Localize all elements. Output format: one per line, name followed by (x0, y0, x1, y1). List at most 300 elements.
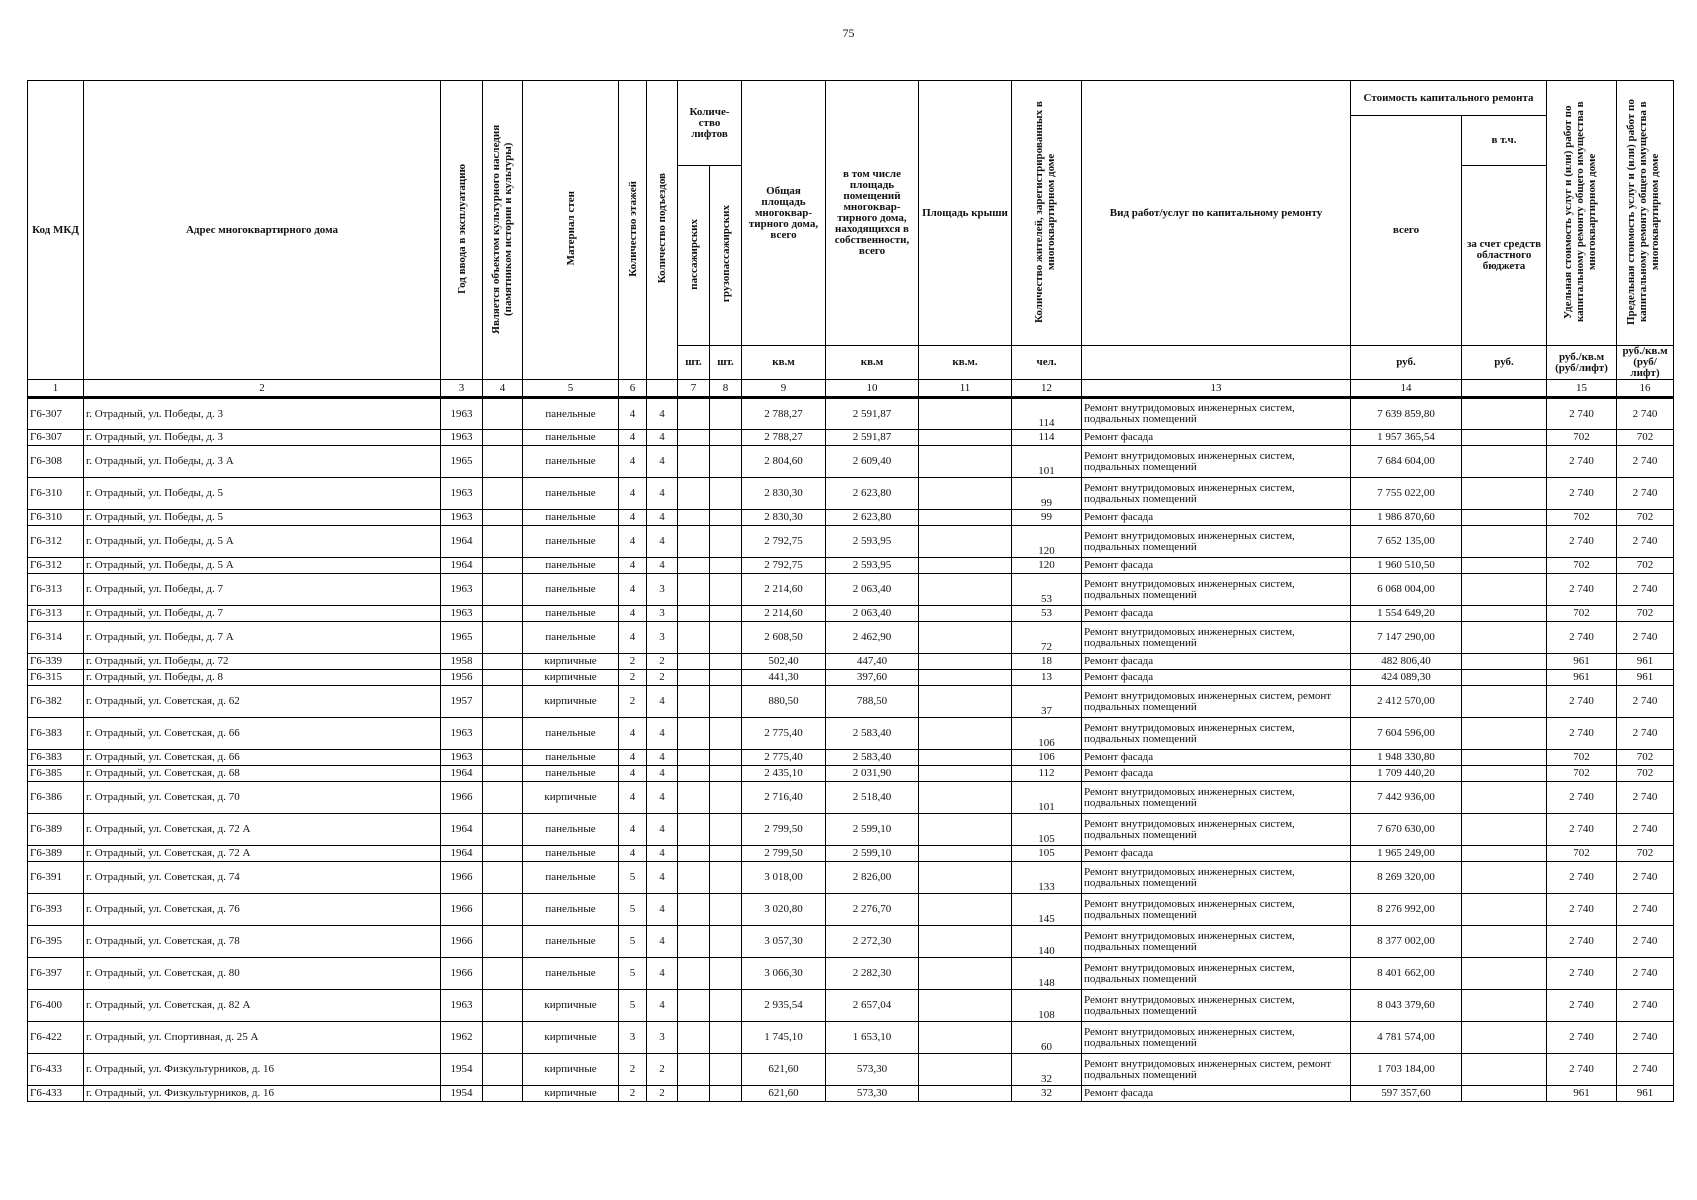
cell-cost-total: 424 089,30 (1351, 670, 1462, 686)
table-row (28, 990, 1674, 1022)
cell-code: Г6-339 (28, 654, 84, 670)
cell-roof (919, 1054, 1012, 1086)
cell-heritage (483, 1086, 523, 1102)
cell-lifts-pass (678, 766, 710, 782)
cell-lifts-cargo (710, 686, 742, 718)
cell-code: Г6-312 (28, 526, 84, 558)
cell-unit-cost: 2 740 (1547, 398, 1617, 430)
cell-residents: 60 (1012, 1022, 1082, 1054)
cell-heritage (483, 782, 523, 814)
cell-residents: 112 (1012, 766, 1082, 782)
cell-work: Ремонт внутридомовых инженерных систем, подвальных помещений (1082, 1022, 1351, 1054)
cell-cost-total: 7 652 135,00 (1351, 526, 1462, 558)
table-row (28, 558, 1674, 574)
cell-cost-total: 7 442 936,00 (1351, 782, 1462, 814)
cell-work: Ремонт внутридомовых инженерных систем, подвальных помещений (1082, 718, 1351, 750)
cell-residents: 32 (1012, 1086, 1082, 1102)
cell-area-owned: 2 609,40 (826, 446, 919, 478)
cell-lifts-cargo (710, 398, 742, 430)
cell-max-cost: 702 (1617, 766, 1674, 782)
cell-area-owned: 2 657,04 (826, 990, 919, 1022)
column-number: 5 (523, 380, 619, 398)
cell-unit-cost: 2 740 (1547, 686, 1617, 718)
cell-work: Ремонт внутридомовых инженерных систем, подвальных помещений (1082, 622, 1351, 654)
cell-max-cost: 702 (1617, 846, 1674, 862)
cell-lifts-pass (678, 750, 710, 766)
cell-work: Ремонт внутридомовых инженерных систем, подвальных помещений (1082, 990, 1351, 1022)
cell-area-total: 2 788,27 (742, 398, 826, 430)
cell-wall: панельные (523, 574, 619, 606)
cell-entrances: 4 (647, 718, 678, 750)
cell-entrances: 4 (647, 510, 678, 526)
cell-code: Г6-400 (28, 990, 84, 1022)
cell-work: Ремонт внутридомовых инженерных систем, подвальных помещений (1082, 926, 1351, 958)
cell-address: г. Отрадный, ул. Победы, д. 5 (84, 510, 441, 526)
cell-area-total: 2 799,50 (742, 814, 826, 846)
table-row (28, 446, 1674, 478)
cell-address: г. Отрадный, ул. Победы, д. 8 (84, 670, 441, 686)
table-row (28, 670, 1674, 686)
cell-heritage (483, 990, 523, 1022)
cell-floors: 4 (619, 398, 647, 430)
cell-cost-total: 6 068 004,00 (1351, 574, 1462, 606)
cell-work: Ремонт фасада (1082, 1086, 1351, 1102)
cell-cost-regional (1462, 846, 1547, 862)
cell-lifts-pass (678, 526, 710, 558)
cell-code: Г6-307 (28, 398, 84, 430)
cell-code: Г6-313 (28, 606, 84, 622)
cell-cost-regional (1462, 686, 1547, 718)
cell-max-cost: 2 740 (1617, 814, 1674, 846)
cell-lifts-pass (678, 686, 710, 718)
header-area-total: Общая площадь многоквар-тирного дома, всего (742, 81, 826, 346)
cell-lifts-cargo (710, 574, 742, 606)
cell-floors: 4 (619, 558, 647, 574)
cell-residents: 106 (1012, 718, 1082, 750)
cell-cost-regional (1462, 606, 1547, 622)
cell-area-owned: 2 593,95 (826, 526, 919, 558)
cell-heritage (483, 814, 523, 846)
cell-max-cost: 2 740 (1617, 622, 1674, 654)
unit-lifts-cargo: шт. (710, 346, 742, 380)
cell-area-total: 2 775,40 (742, 750, 826, 766)
cell-code: Г6-307 (28, 430, 84, 446)
cell-cost-regional (1462, 654, 1547, 670)
cell-roof (919, 894, 1012, 926)
cell-year: 1965 (441, 622, 483, 654)
cell-max-cost: 2 740 (1617, 958, 1674, 990)
cell-cost-regional (1462, 766, 1547, 782)
cell-area-total: 2 799,50 (742, 846, 826, 862)
table-row (28, 574, 1674, 606)
cell-floors: 4 (619, 718, 647, 750)
cell-roof (919, 846, 1012, 862)
cell-roof (919, 430, 1012, 446)
cell-lifts-pass (678, 510, 710, 526)
cell-cost-total: 8 401 662,00 (1351, 958, 1462, 990)
column-number: 7 (678, 380, 710, 398)
cell-floors: 4 (619, 606, 647, 622)
cell-wall: панельные (523, 446, 619, 478)
cell-unit-cost: 2 740 (1547, 478, 1617, 510)
cell-cost-regional (1462, 1054, 1547, 1086)
cell-area-owned: 2 826,00 (826, 862, 919, 894)
cell-lifts-cargo (710, 958, 742, 990)
cell-cost-total: 8 043 379,60 (1351, 990, 1462, 1022)
cell-max-cost: 2 740 (1617, 1054, 1674, 1086)
table-row (28, 862, 1674, 894)
page-number: 75 (842, 26, 855, 40)
cell-entrances: 4 (647, 766, 678, 782)
column-number: 14 (1351, 380, 1462, 398)
cell-wall: панельные (523, 526, 619, 558)
table-row (28, 606, 1674, 622)
cell-unit-cost: 2 740 (1547, 814, 1617, 846)
column-number: 8 (710, 380, 742, 398)
cell-address: г. Отрадный, ул. Победы, д. 7 (84, 606, 441, 622)
cell-address: г. Отрадный, ул. Победы, д. 5 А (84, 558, 441, 574)
cell-lifts-cargo (710, 782, 742, 814)
cell-year: 1963 (441, 718, 483, 750)
cell-area-owned: 2 591,87 (826, 430, 919, 446)
cell-wall: панельные (523, 846, 619, 862)
cell-unit-cost: 2 740 (1547, 862, 1617, 894)
cell-year: 1964 (441, 814, 483, 846)
cell-area-total: 2 775,40 (742, 718, 826, 750)
cell-wall: кирпичные (523, 686, 619, 718)
cell-residents: 105 (1012, 846, 1082, 862)
cell-residents: 53 (1012, 574, 1082, 606)
cell-unit-cost: 702 (1547, 750, 1617, 766)
cell-max-cost: 2 740 (1617, 398, 1674, 430)
cell-address: г. Отрадный, ул. Советская, д. 82 А (84, 990, 441, 1022)
cell-code: Г6-386 (28, 782, 84, 814)
cell-lifts-cargo (710, 430, 742, 446)
unit-cost-regional: руб. (1462, 346, 1547, 380)
cell-area-owned: 2 063,40 (826, 606, 919, 622)
cell-floors: 5 (619, 862, 647, 894)
cell-work: Ремонт внутридомовых инженерных систем, подвальных помещений (1082, 398, 1351, 430)
cell-wall: панельные (523, 814, 619, 846)
cell-area-owned: 2 599,10 (826, 814, 919, 846)
cell-roof (919, 622, 1012, 654)
cell-entrances: 4 (647, 814, 678, 846)
cell-max-cost: 2 740 (1617, 446, 1674, 478)
cell-area-total: 2 830,30 (742, 478, 826, 510)
cell-work: Ремонт фасада (1082, 750, 1351, 766)
cell-code: Г6-385 (28, 766, 84, 782)
cell-cost-total: 8 269 320,00 (1351, 862, 1462, 894)
cell-cost-total: 7 755 022,00 (1351, 478, 1462, 510)
cell-year: 1963 (441, 750, 483, 766)
cell-entrances: 4 (647, 558, 678, 574)
cell-cost-total: 1 703 184,00 (1351, 1054, 1462, 1086)
cell-heritage (483, 718, 523, 750)
cell-lifts-pass (678, 670, 710, 686)
cell-area-owned: 2 623,80 (826, 510, 919, 526)
cell-address: г. Отрадный, ул. Советская, д. 78 (84, 926, 441, 958)
cell-entrances: 4 (647, 478, 678, 510)
cell-unit-cost: 2 740 (1547, 622, 1617, 654)
cell-wall: кирпичные (523, 1022, 619, 1054)
cell-work: Ремонт внутридомовых инженерных систем, подвальных помещений (1082, 814, 1351, 846)
cell-max-cost: 702 (1617, 430, 1674, 446)
cell-code: Г6-313 (28, 574, 84, 606)
cell-area-total: 3 020,80 (742, 894, 826, 926)
column-number: 10 (826, 380, 919, 398)
cell-max-cost: 2 740 (1617, 718, 1674, 750)
cell-year: 1962 (441, 1022, 483, 1054)
cell-cost-total: 8 377 002,00 (1351, 926, 1462, 958)
cell-wall: панельные (523, 430, 619, 446)
cell-lifts-cargo (710, 558, 742, 574)
unit-cost-total: руб. (1351, 346, 1462, 380)
table-row (28, 782, 1674, 814)
cell-work: Ремонт внутридомовых инженерных систем, подвальных помещений (1082, 478, 1351, 510)
header-cost-incl: в т.ч. (1462, 116, 1547, 166)
cell-roof (919, 558, 1012, 574)
column-number: 12 (1012, 380, 1082, 398)
cell-address: г. Отрадный, ул. Физкультурников, д. 16 (84, 1054, 441, 1086)
column-number: 1 (28, 380, 84, 398)
cell-floors: 4 (619, 510, 647, 526)
cell-wall: панельные (523, 398, 619, 430)
cell-year: 1965 (441, 446, 483, 478)
header-entrances: Количество подъездов (656, 173, 668, 284)
cell-area-owned: 573,30 (826, 1054, 919, 1086)
cell-code: Г6-382 (28, 686, 84, 718)
cell-year: 1964 (441, 766, 483, 782)
cell-wall: панельные (523, 622, 619, 654)
cell-cost-total: 4 781 574,00 (1351, 1022, 1462, 1054)
cell-area-total: 3 018,00 (742, 862, 826, 894)
cell-heritage (483, 574, 523, 606)
cell-floors: 4 (619, 782, 647, 814)
cell-unit-cost: 2 740 (1547, 574, 1617, 606)
cell-entrances: 3 (647, 622, 678, 654)
cell-year: 1966 (441, 926, 483, 958)
cell-work: Ремонт внутридомовых инженерных систем, подвальных помещений (1082, 782, 1351, 814)
cell-cost-regional (1462, 862, 1547, 894)
column-number: 6 (619, 380, 647, 398)
cell-code: Г6-308 (28, 446, 84, 478)
cell-address: г. Отрадный, ул. Победы, д. 5 (84, 478, 441, 510)
cell-lifts-pass (678, 478, 710, 510)
table-row (28, 398, 1674, 430)
unit-lifts-pass: шт. (678, 346, 710, 380)
cell-area-owned: 2 518,40 (826, 782, 919, 814)
cell-work: Ремонт фасада (1082, 606, 1351, 622)
cell-heritage (483, 478, 523, 510)
cell-cost-total: 7 684 604,00 (1351, 446, 1462, 478)
cell-unit-cost: 702 (1547, 558, 1617, 574)
cell-area-owned: 2 583,40 (826, 718, 919, 750)
cell-floors: 2 (619, 686, 647, 718)
cell-lifts-pass (678, 926, 710, 958)
table-row (28, 718, 1674, 750)
column-number: 3 (441, 380, 483, 398)
cell-area-total: 2 214,60 (742, 606, 826, 622)
cell-year: 1964 (441, 526, 483, 558)
cell-code: Г6-312 (28, 558, 84, 574)
cell-lifts-cargo (710, 894, 742, 926)
cell-lifts-pass (678, 654, 710, 670)
cell-year: 1963 (441, 510, 483, 526)
cell-address: г. Отрадный, ул. Спортивная, д. 25 А (84, 1022, 441, 1054)
cell-lifts-cargo (710, 606, 742, 622)
cell-entrances: 4 (647, 846, 678, 862)
cell-entrances: 4 (647, 958, 678, 990)
cell-residents: 53 (1012, 606, 1082, 622)
cell-year: 1966 (441, 862, 483, 894)
cell-year: 1963 (441, 478, 483, 510)
cell-unit-cost: 961 (1547, 1086, 1617, 1102)
cell-unit-cost: 2 740 (1547, 446, 1617, 478)
cell-year: 1954 (441, 1054, 483, 1086)
column-number: 9 (742, 380, 826, 398)
header-unit-cost: Удельная стоимость услуг и (или) работ по капитальному ремонту общего имущества в многоквартирном доме (1561, 101, 1598, 322)
cell-area-owned: 2 591,87 (826, 398, 919, 430)
column-number (1462, 380, 1547, 398)
cell-lifts-cargo (710, 926, 742, 958)
header-cost-total: всего (1351, 116, 1462, 346)
cell-cost-total: 1 554 649,20 (1351, 606, 1462, 622)
cell-area-owned: 397,60 (826, 670, 919, 686)
cell-roof (919, 814, 1012, 846)
cell-cost-total: 1 960 510,50 (1351, 558, 1462, 574)
cell-roof (919, 606, 1012, 622)
cell-entrances: 4 (647, 990, 678, 1022)
cell-area-owned: 788,50 (826, 686, 919, 718)
cell-area-total: 880,50 (742, 686, 826, 718)
header-address: Адрес многоквартирного дома (84, 81, 441, 380)
cell-max-cost: 2 740 (1617, 686, 1674, 718)
cell-heritage (483, 766, 523, 782)
cell-area-owned: 2 031,90 (826, 766, 919, 782)
cell-lifts-pass (678, 718, 710, 750)
cell-residents: 106 (1012, 750, 1082, 766)
table-row (28, 510, 1674, 526)
cell-lifts-cargo (710, 670, 742, 686)
header-floors: Количество этажей (626, 180, 639, 277)
cell-roof (919, 1022, 1012, 1054)
cell-roof (919, 1086, 1012, 1102)
cell-roof (919, 654, 1012, 670)
cell-code: Г6-397 (28, 958, 84, 990)
cell-wall: панельные (523, 958, 619, 990)
header-area-owned: в том числе площадь помещений многоквар-тирного дома, находящихся в собственности, всего (826, 81, 919, 346)
cell-lifts-cargo (710, 766, 742, 782)
table-row (28, 814, 1674, 846)
cell-max-cost: 702 (1617, 606, 1674, 622)
cell-max-cost: 2 740 (1617, 926, 1674, 958)
cell-entrances: 4 (647, 398, 678, 430)
cell-lifts-cargo (710, 846, 742, 862)
cell-roof (919, 670, 1012, 686)
cell-max-cost: 2 740 (1617, 782, 1674, 814)
cell-roof (919, 398, 1012, 430)
header-cost: Стоимость капитального ремонта (1351, 81, 1547, 116)
cell-unit-cost: 961 (1547, 654, 1617, 670)
cell-lifts-cargo (710, 446, 742, 478)
table-row (28, 654, 1674, 670)
cell-work: Ремонт фасада (1082, 846, 1351, 862)
repair-register-table (27, 80, 1674, 1102)
cell-lifts-cargo (710, 478, 742, 510)
cell-roof (919, 926, 1012, 958)
cell-cost-regional (1462, 926, 1547, 958)
cell-code: Г6-310 (28, 478, 84, 510)
header-year: Год ввода в эксплуатацию (455, 163, 468, 294)
unit-roof: кв.м. (919, 346, 1012, 380)
cell-heritage (483, 686, 523, 718)
header-cost-regional: за счет средств областного бюджета (1462, 166, 1547, 346)
cell-lifts-pass (678, 446, 710, 478)
cell-wall: панельные (523, 926, 619, 958)
cell-cost-total: 2 412 570,00 (1351, 686, 1462, 718)
cell-area-total: 1 745,10 (742, 1022, 826, 1054)
cell-max-cost: 702 (1617, 510, 1674, 526)
unit-max-cost: руб./кв.м (руб/лифт) (1617, 346, 1674, 380)
table-row (28, 1054, 1674, 1086)
cell-lifts-cargo (710, 654, 742, 670)
cell-residents: 120 (1012, 558, 1082, 574)
cell-wall: кирпичные (523, 1054, 619, 1086)
cell-cost-total: 7 604 596,00 (1351, 718, 1462, 750)
cell-cost-regional (1462, 1086, 1547, 1102)
cell-max-cost: 2 740 (1617, 862, 1674, 894)
cell-area-owned: 2 276,70 (826, 894, 919, 926)
cell-lifts-pass (678, 782, 710, 814)
cell-entrances: 3 (647, 1022, 678, 1054)
cell-work: Ремонт внутридомовых инженерных систем, подвальных помещений (1082, 574, 1351, 606)
column-number: 15 (1547, 380, 1617, 398)
cell-area-total: 2 608,50 (742, 622, 826, 654)
cell-roof (919, 526, 1012, 558)
cell-lifts-pass (678, 1022, 710, 1054)
cell-area-total: 2 804,60 (742, 446, 826, 478)
cell-max-cost: 2 740 (1617, 478, 1674, 510)
cell-heritage (483, 606, 523, 622)
cell-address: г. Отрадный, ул. Советская, д. 62 (84, 686, 441, 718)
cell-address: г. Отрадный, ул. Победы, д. 3 (84, 398, 441, 430)
cell-area-total: 2 214,60 (742, 574, 826, 606)
cell-lifts-pass (678, 574, 710, 606)
table-row (28, 622, 1674, 654)
cell-wall: кирпичные (523, 990, 619, 1022)
cell-roof (919, 782, 1012, 814)
table-row (28, 1086, 1674, 1102)
cell-residents: 148 (1012, 958, 1082, 990)
cell-year: 1966 (441, 782, 483, 814)
cell-heritage (483, 446, 523, 478)
table-row (28, 1022, 1674, 1054)
cell-max-cost: 2 740 (1617, 990, 1674, 1022)
cell-code: Г6-383 (28, 750, 84, 766)
cell-work: Ремонт фасада (1082, 510, 1351, 526)
table-row (28, 686, 1674, 718)
cell-area-total: 2 935,54 (742, 990, 826, 1022)
cell-cost-regional (1462, 958, 1547, 990)
cell-lifts-pass (678, 846, 710, 862)
cell-year: 1958 (441, 654, 483, 670)
cell-roof (919, 574, 1012, 606)
cell-year: 1956 (441, 670, 483, 686)
cell-residents: 72 (1012, 622, 1082, 654)
cell-address: г. Отрадный, ул. Советская, д. 68 (84, 766, 441, 782)
cell-area-total: 3 057,30 (742, 926, 826, 958)
cell-entrances: 2 (647, 1086, 678, 1102)
